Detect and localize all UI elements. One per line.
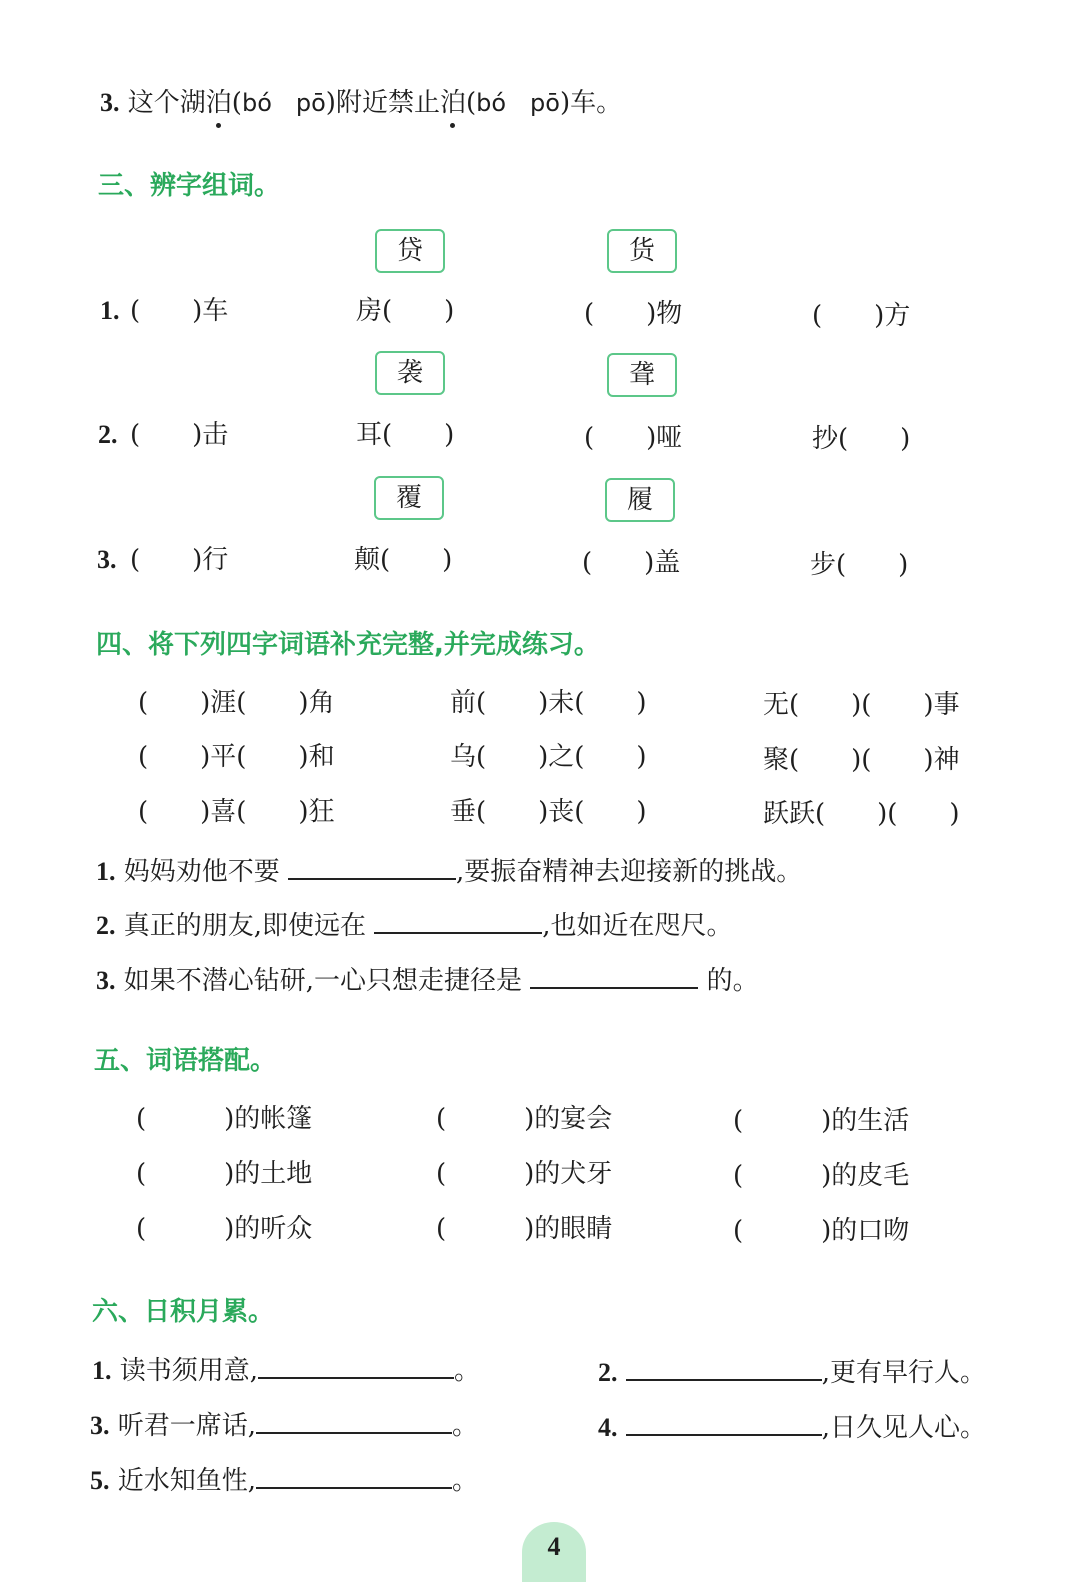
sentence-text: 的。 [706, 966, 759, 996]
collocation-fill[interactable]: ( )的眼睛 [436, 1214, 613, 1244]
char-box: 袭 [375, 351, 445, 395]
fill-blank-item[interactable]: 颠( ) [354, 545, 453, 575]
fill-blank-item[interactable]: 抄( ) [812, 424, 911, 454]
poem-text: 。 [452, 1411, 479, 1441]
answer-blank[interactable] [626, 1355, 822, 1381]
poem-question-2 [598, 1355, 986, 1388]
poem-question-5 [90, 1463, 478, 1496]
idiom-fill[interactable]: 前( )未( ) [450, 688, 647, 718]
poem-text: 近水知鱼性, [117, 1466, 257, 1496]
text-segment: )车。 [559, 88, 623, 118]
fill-blank-item[interactable]: ( )盖 [582, 548, 681, 578]
sentence-text: 妈妈劝他不要 [123, 857, 280, 887]
text-segment: )附近禁止 [325, 88, 440, 118]
question-number: 3. [96, 966, 116, 995]
char-box: 聋 [607, 353, 677, 397]
poem-question-1 [92, 1353, 480, 1386]
sentence-question-1 [96, 854, 802, 887]
pinyin-options[interactable]: bó pō [476, 89, 560, 117]
collocation-fill[interactable]: ( )的帐篷 [136, 1104, 313, 1134]
question-number: 5. [90, 1466, 110, 1495]
poem-text: ,更有早行人。 [821, 1358, 987, 1388]
text-segment: 这个湖 [127, 88, 206, 118]
collocation-fill[interactable]: ( )的土地 [136, 1159, 313, 1189]
page-number: 4 [547, 1532, 561, 1561]
char-box: 贷 [375, 229, 445, 273]
answer-blank[interactable] [374, 908, 542, 934]
answer-blank[interactable] [288, 854, 456, 880]
idiom-fill[interactable]: 垂( )丧( ) [450, 797, 647, 827]
answer-blank[interactable] [258, 1353, 454, 1379]
fill-blank-item[interactable]: ( )行 [130, 545, 229, 575]
poem-text: 听君一席话, [117, 1411, 257, 1441]
question-number: 2. [96, 911, 116, 940]
collocation-fill[interactable]: ( )的皮毛 [733, 1161, 910, 1191]
sentence-text: 真正的朋友,即使远在 [123, 911, 367, 941]
answer-blank[interactable] [256, 1463, 452, 1489]
pinyin-options[interactable]: bó pō [241, 89, 326, 117]
question-number: 2. [98, 420, 118, 449]
question-number: 3. [97, 545, 117, 574]
sentence-question-3 [96, 963, 759, 996]
collocation-fill[interactable]: ( )的口吻 [733, 1216, 910, 1246]
section-title-4: 四、将下列四字词语补充完整,并完成练习。 [96, 630, 600, 660]
char-box: 覆 [374, 476, 444, 520]
question-number: 1. [92, 1356, 112, 1385]
idiom-fill[interactable]: 聚( )( )神 [763, 745, 960, 775]
sentence-text: ,也如近在咫尺。 [542, 911, 733, 941]
section-title-6: 六、日积月累。 [92, 1297, 275, 1327]
collocation-fill[interactable]: ( )的宴会 [436, 1104, 613, 1134]
text-segment: ( [465, 88, 477, 118]
idiom-fill[interactable]: 乌( )之( ) [450, 742, 647, 772]
idiom-fill[interactable]: 跃跃( )( ) [763, 799, 960, 829]
pinyin-question-3 [100, 88, 622, 118]
idiom-fill[interactable]: ( )喜( )狂 [138, 797, 335, 827]
fill-blank-item[interactable]: ( )物 [584, 299, 683, 329]
poem-text: ,日久见人心。 [821, 1413, 987, 1443]
sentence-text: 如果不潜心钻研,一心只想走捷径是 [123, 966, 523, 996]
section-title-5: 五、词语搭配。 [94, 1046, 277, 1076]
poem-question-3 [90, 1408, 478, 1441]
poem-question-4 [598, 1410, 986, 1443]
dotted-character: 泊 [205, 88, 232, 118]
fill-blank-item[interactable]: ( )车 [130, 296, 229, 326]
answer-blank[interactable] [530, 963, 698, 989]
poem-text: 。 [452, 1466, 479, 1496]
sentence-question-2 [96, 908, 733, 941]
question-number: 3. [100, 88, 120, 117]
sentence-text: ,要振奋精神去迎接新的挑战。 [456, 857, 803, 887]
fill-blank-item[interactable]: 房( ) [356, 296, 455, 326]
question-number: 4. [598, 1413, 618, 1442]
answer-blank[interactable] [626, 1410, 822, 1436]
question-number: 1. [96, 857, 116, 886]
question-number: 1. [100, 296, 120, 325]
dotted-character: 泊 [439, 88, 466, 118]
poem-text: 读书须用意, [119, 1356, 259, 1386]
char-box: 履 [605, 478, 675, 522]
collocation-fill[interactable]: ( )的听众 [136, 1214, 313, 1244]
poem-text: 。 [454, 1356, 481, 1386]
fill-blank-item[interactable]: ( )击 [130, 420, 229, 450]
idiom-fill[interactable]: ( )平( )和 [138, 742, 335, 772]
fill-blank-item[interactable]: ( )方 [812, 301, 911, 331]
section-title-3: 三、辨字组词。 [98, 171, 281, 201]
collocation-fill[interactable]: ( )的犬牙 [436, 1159, 613, 1189]
page-number-badge [522, 1522, 586, 1573]
char-box: 货 [607, 229, 677, 273]
fill-blank-item[interactable]: 耳( ) [356, 420, 455, 450]
question-number: 2. [598, 1358, 618, 1387]
fill-blank-item[interactable]: 步( ) [810, 550, 909, 580]
fill-blank-item[interactable]: ( )哑 [584, 423, 683, 453]
answer-blank[interactable] [256, 1408, 452, 1434]
question-number: 3. [90, 1411, 110, 1440]
collocation-fill[interactable]: ( )的生活 [733, 1106, 910, 1136]
text-segment: ( [231, 88, 242, 118]
idiom-fill[interactable]: 无( )( )事 [763, 690, 960, 720]
idiom-fill[interactable]: ( )涯( )角 [138, 688, 335, 718]
